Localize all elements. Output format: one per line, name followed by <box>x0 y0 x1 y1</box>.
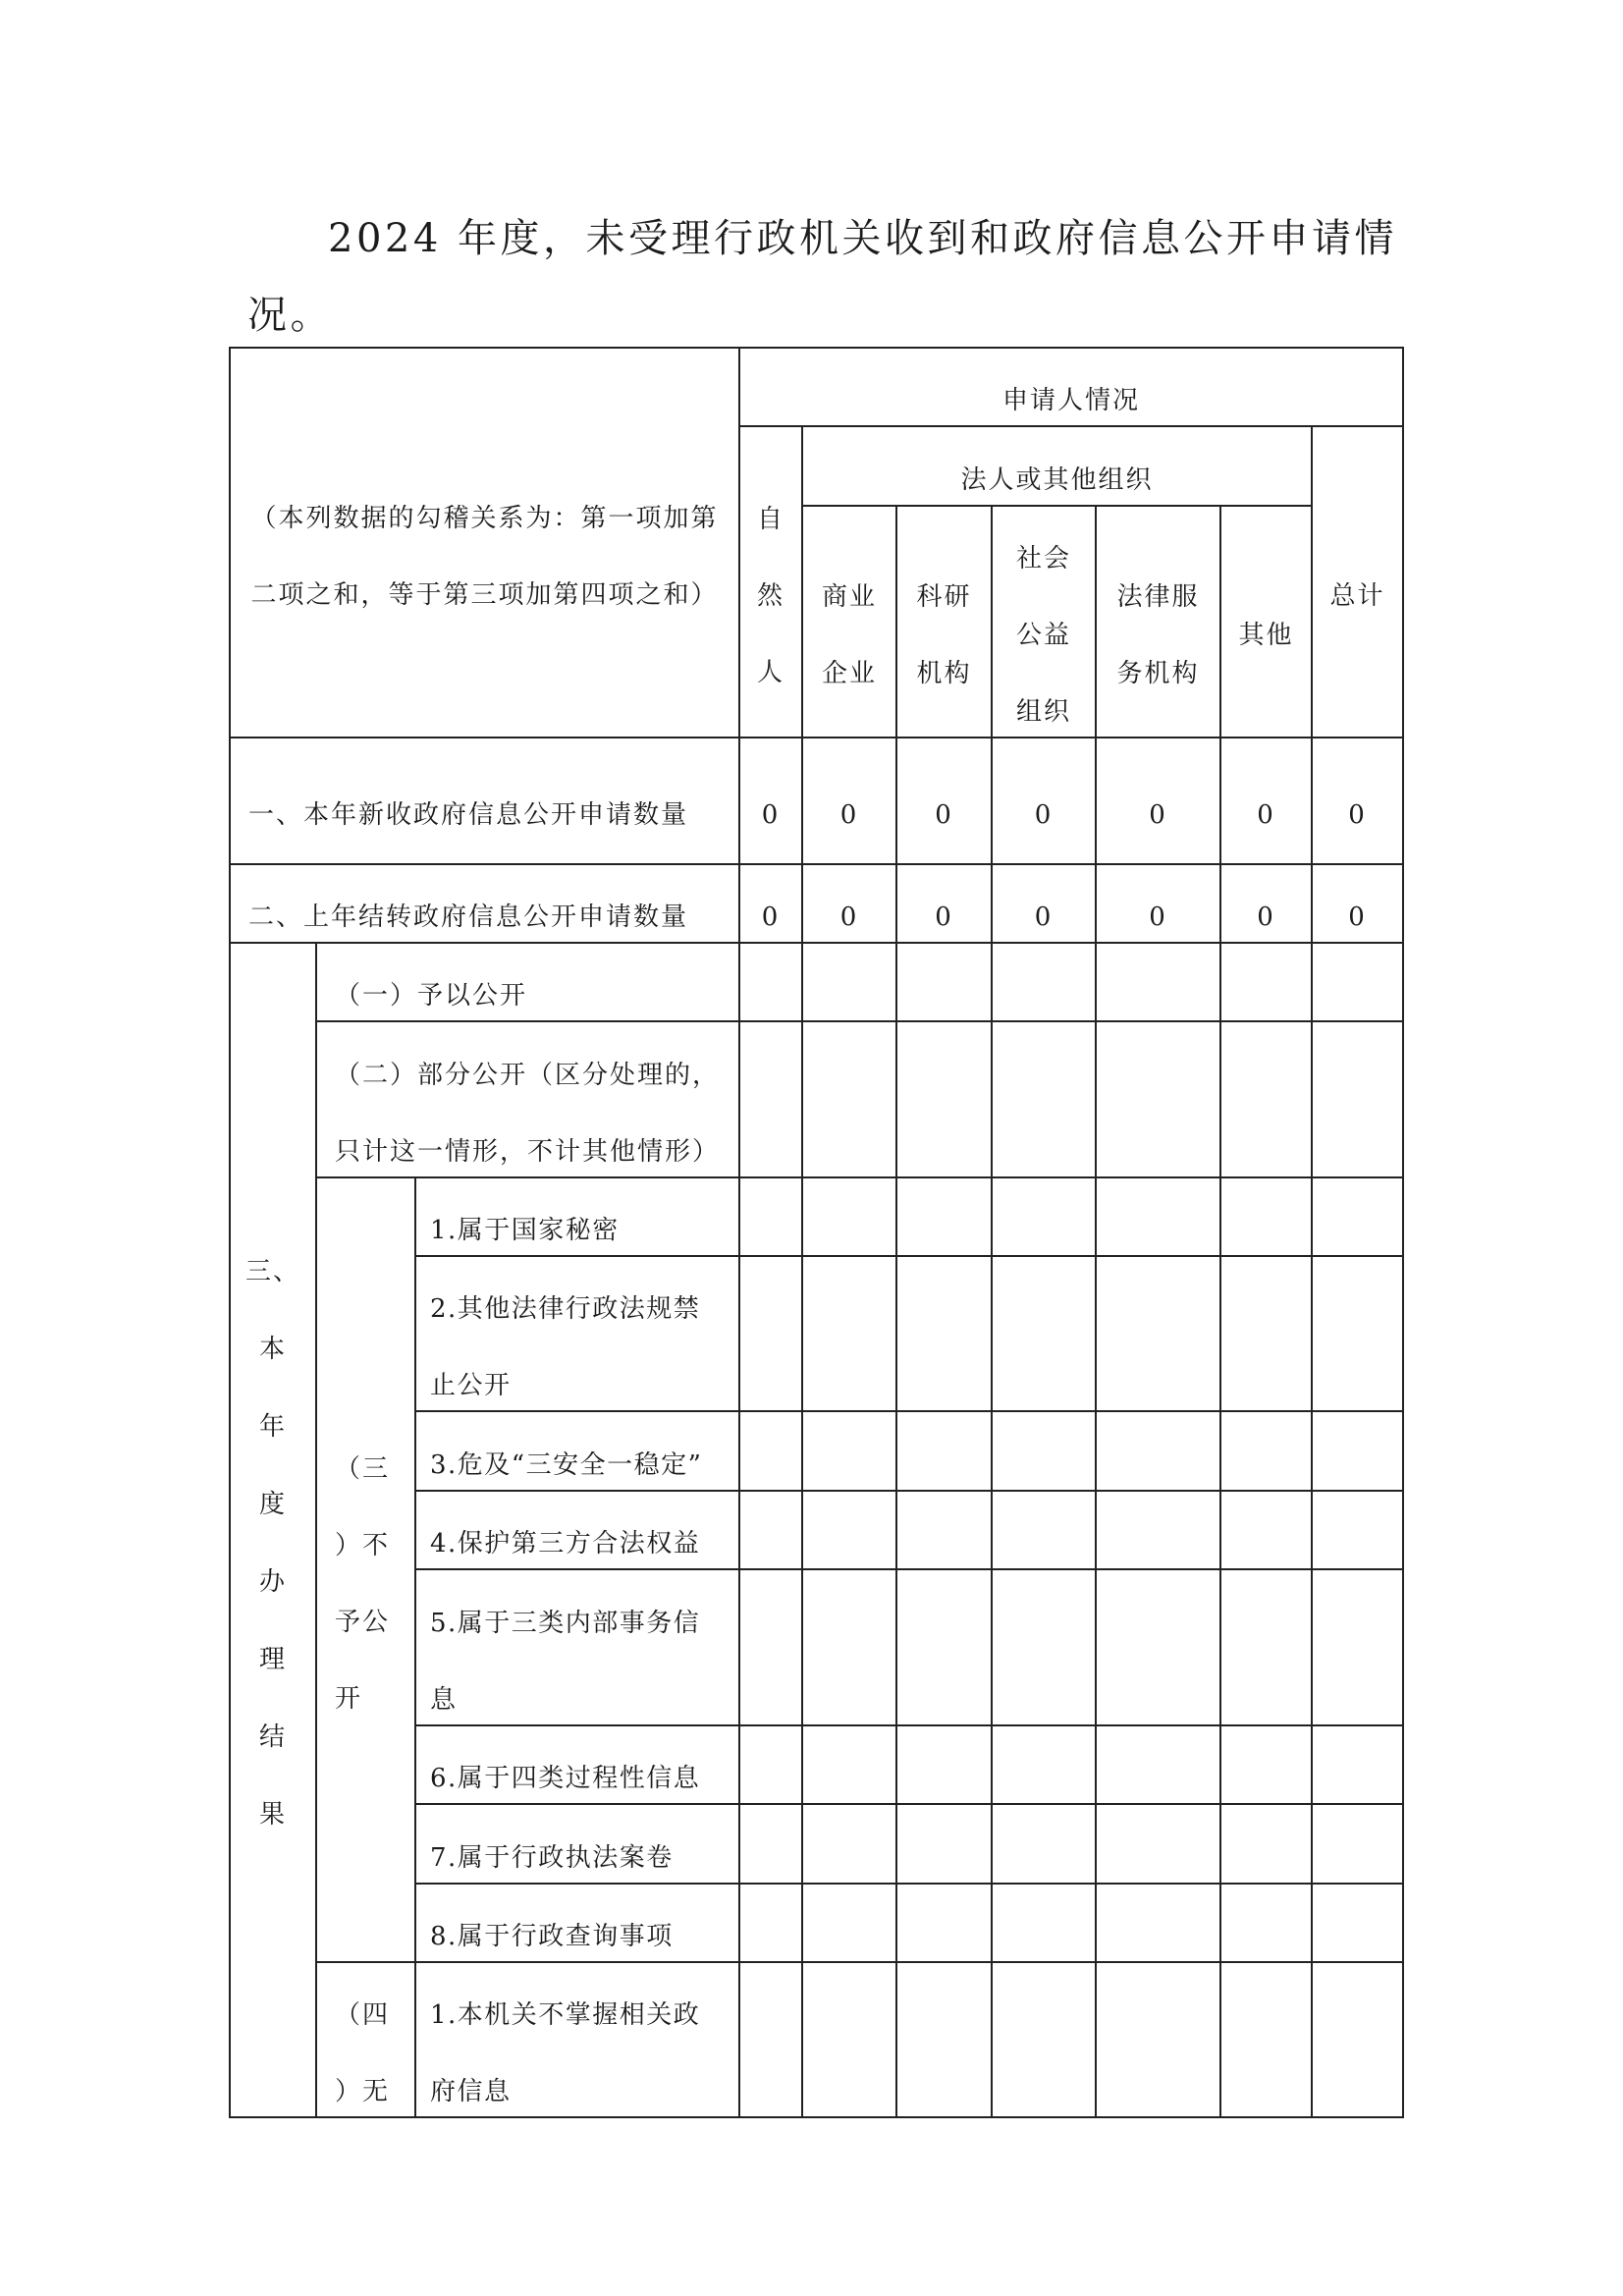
value-cell <box>1096 1962 1220 2117</box>
value-cell <box>992 1804 1096 1884</box>
commercial-enterprise-header <box>802 506 896 738</box>
value-cell <box>992 1256 1096 1411</box>
value-cell <box>1220 1804 1312 1884</box>
value-cell <box>802 1177 896 1256</box>
legal-person-group-header: 法人或其他组织 <box>802 426 1312 506</box>
value-cell: 0 <box>992 864 1096 943</box>
value-cell <box>802 1569 896 1725</box>
value-cell <box>739 1177 802 1256</box>
row-label: 4.保护第三方合法权益 <box>415 1491 739 1569</box>
table-row <box>230 1021 1403 1177</box>
value-cell <box>739 1491 802 1569</box>
header-line: 人 <box>757 657 785 687</box>
value-cell <box>1096 1569 1220 1725</box>
value-cell <box>739 1884 802 1962</box>
value-cell <box>739 1021 802 1177</box>
value-cell <box>739 1569 802 1725</box>
header-line: 商业 <box>822 582 878 612</box>
value-cell <box>1220 1884 1312 1962</box>
legal-service-org-header <box>1096 506 1220 738</box>
value-cell <box>1220 1725 1312 1804</box>
value-cell <box>1312 1569 1403 1725</box>
value-cell <box>896 1021 992 1177</box>
value-cell <box>992 1021 1096 1177</box>
value-cell <box>992 1962 1096 2117</box>
results-section-label: 三、 本 年 度 办 理 结 果 <box>230 943 316 2117</box>
value-cell <box>1312 1804 1403 1884</box>
value-cell <box>739 1804 802 1884</box>
value-cell <box>1096 1411 1220 1491</box>
value-cell <box>992 1177 1096 1256</box>
value-cell <box>896 1569 992 1725</box>
row-label: 1.本机关不掌握相关政 府信息 <box>415 1962 739 2117</box>
value-cell <box>1312 1177 1403 1256</box>
value-cell <box>802 1884 896 1962</box>
value-cell <box>1220 1177 1312 1256</box>
value-cell <box>1220 1491 1312 1569</box>
value-cell <box>992 1491 1096 1569</box>
value-cell: 0 <box>1312 864 1403 943</box>
header-line: 机构 <box>916 659 972 688</box>
value-cell <box>802 1411 896 1491</box>
title-line: 况。 <box>247 293 333 338</box>
value-cell <box>1096 1491 1220 1569</box>
value-cell <box>896 1491 992 1569</box>
title-line: 2024 年度，未受理行政机关收到和政府信息公开申请情 <box>328 216 1398 261</box>
header-line: 自 <box>757 504 785 534</box>
value-cell <box>1096 1804 1220 1884</box>
value-cell: 0 <box>1220 738 1312 864</box>
header-line: 公益 <box>1016 621 1072 650</box>
value-cell: 0 <box>896 738 992 864</box>
row-label: （一）予以公开 <box>316 943 739 1021</box>
natural-person-header <box>739 426 802 738</box>
row-label: 6.属于四类过程性信息 <box>415 1725 739 1804</box>
value-cell <box>1220 1569 1312 1725</box>
value-cell <box>1312 1491 1403 1569</box>
value-cell <box>896 1256 992 1411</box>
value-cell <box>739 1256 802 1411</box>
row-label: （二）部分公开（区分处理的， 只计这一情形，不计其他情形） <box>316 1021 739 1177</box>
value-cell <box>1220 1256 1312 1411</box>
row-label: 2.其他法律行政法规禁 止公开 <box>415 1256 739 1411</box>
value-cell <box>896 1177 992 1256</box>
header-line: 然 <box>757 580 785 611</box>
header-line: 务机构 <box>1116 659 1200 688</box>
value-cell <box>739 1725 802 1804</box>
header-line: 其他 <box>1238 621 1294 650</box>
value-cell <box>1220 1411 1312 1491</box>
value-cell <box>992 1725 1096 1804</box>
header-line: 法律服 <box>1116 582 1200 612</box>
value-cell <box>1312 1884 1403 1962</box>
row-label: 1.属于国家秘密 <box>415 1177 739 1256</box>
header-row <box>230 348 1403 426</box>
value-cell <box>802 1804 896 1884</box>
social-welfare-org-header <box>992 506 1096 738</box>
value-cell <box>992 1411 1096 1491</box>
applicant-situation-header: 申请人情况 <box>739 348 1403 426</box>
value-cell: 0 <box>1096 738 1220 864</box>
row-label: 7.属于行政执法案卷 <box>415 1804 739 1884</box>
header-line: 企业 <box>822 659 878 688</box>
value-cell <box>1312 1256 1403 1411</box>
value-cell <box>896 1884 992 1962</box>
value-cell <box>802 1491 896 1569</box>
value-cell: 0 <box>802 864 896 943</box>
value-cell <box>1220 1962 1312 2117</box>
value-cell <box>1312 1411 1403 1491</box>
value-cell <box>1312 1021 1403 1177</box>
header-line: 社会 <box>1016 544 1072 574</box>
value-cell <box>992 1569 1096 1725</box>
value-cell: 0 <box>992 738 1096 864</box>
other-org-header <box>1220 506 1312 738</box>
row-label: 8.属于行政查询事项 <box>415 1884 739 1962</box>
not-disclosed-group-label: （三 ）不 予公 开 <box>316 1177 415 1962</box>
value-cell: 0 <box>1220 864 1312 943</box>
value-cell <box>896 1962 992 2117</box>
value-cell <box>896 1804 992 1884</box>
value-cell <box>1096 1177 1220 1256</box>
value-cell <box>1312 1725 1403 1804</box>
value-cell <box>1096 1021 1220 1177</box>
unable-to-provide-group-label: （四 ）无 <box>316 1962 415 2117</box>
header-note-line: （本列数据的勾稽关系为：第一项加第 <box>250 503 719 533</box>
table-row <box>230 864 1403 943</box>
value-cell <box>1220 1021 1312 1177</box>
total-header: 总计 <box>1312 426 1403 738</box>
header-note-line: 二项之和，等于第三项加第四项之和） <box>250 579 719 610</box>
row-label: 二、上年结转政府信息公开申请数量 <box>230 864 739 943</box>
header-line: 科研 <box>916 582 972 612</box>
row-label: 5.属于三类内部事务信 息 <box>415 1569 739 1725</box>
value-cell: 0 <box>739 738 802 864</box>
table-row <box>230 738 1403 864</box>
value-cell <box>802 1725 896 1804</box>
table-row <box>230 1962 1403 2117</box>
value-cell <box>1096 1256 1220 1411</box>
value-cell <box>896 1411 992 1491</box>
value-cell <box>802 1962 896 2117</box>
value-cell: 0 <box>802 738 896 864</box>
value-cell: 0 <box>896 864 992 943</box>
value-cell <box>992 1884 1096 1962</box>
document-title <box>247 200 1397 354</box>
header-note-cell <box>230 348 739 738</box>
research-institution-header <box>896 506 992 738</box>
value-cell <box>896 1725 992 1804</box>
value-cell <box>739 1962 802 2117</box>
value-cell <box>1096 1725 1220 1804</box>
disclosure-applications-table <box>229 347 1404 2118</box>
value-cell: 0 <box>1312 738 1403 864</box>
row-label: 一、本年新收政府信息公开申请数量 <box>230 738 739 864</box>
value-cell <box>1096 1884 1220 1962</box>
row-label: 3.危及“三安全一稳定” <box>415 1411 739 1491</box>
value-cell <box>802 1256 896 1411</box>
value-cell <box>1312 1962 1403 2117</box>
value-cell <box>802 1021 896 1177</box>
header-line: 组织 <box>1016 697 1072 727</box>
value-cell: 0 <box>1096 864 1220 943</box>
value-cell <box>739 1411 802 1491</box>
value-cell: 0 <box>739 864 802 943</box>
